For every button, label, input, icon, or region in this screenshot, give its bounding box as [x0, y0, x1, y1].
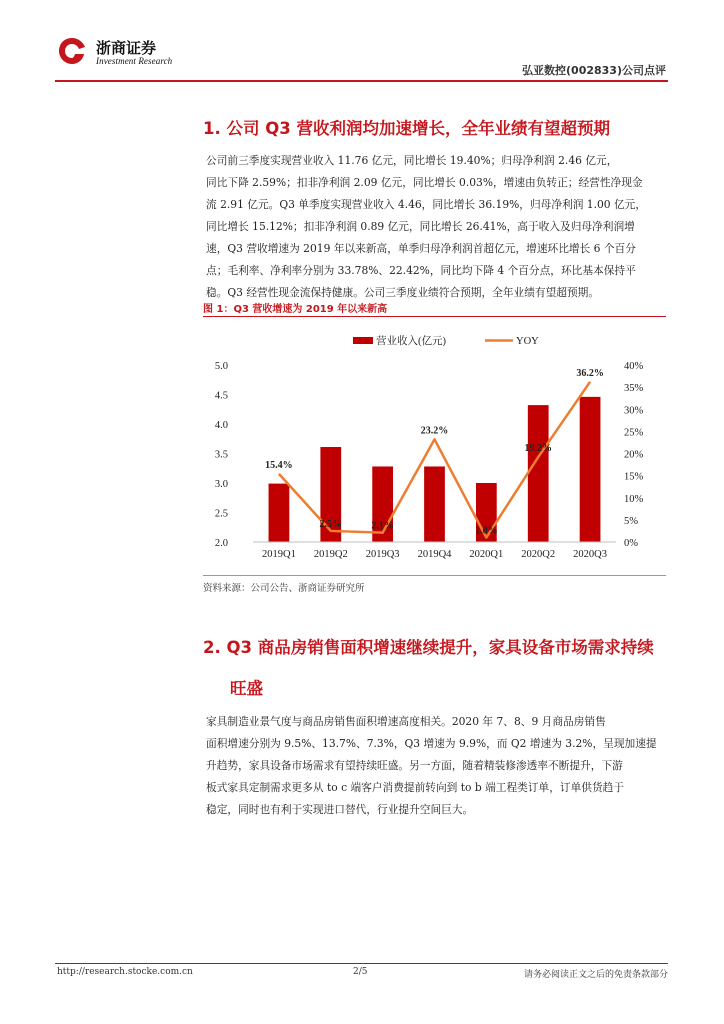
- data-label-yoy: 2.1%: [371, 520, 394, 532]
- brand-tagline: Investment Research: [96, 56, 173, 66]
- figure-bottom-divider: [203, 575, 666, 576]
- header-divider: [55, 80, 668, 82]
- left-tick-label: 4.0: [214, 420, 228, 431]
- data-label-yoy: 23.2%: [420, 425, 449, 437]
- right-tick-label: 5%: [624, 515, 638, 527]
- paragraph-line: 点；毛利率、净利率分别为 33.78%、22.42%，同比均下降 4 个百分点，环比基本保持平: [206, 264, 636, 277]
- right-tick-label: 10%: [624, 493, 644, 505]
- paragraph-line: 公司前三季度实现营业收入 11.76 亿元，同比增长 19.40%；归母净利润 2.46 亿元，: [206, 154, 618, 167]
- x-tick-label: 2020Q1: [469, 549, 504, 560]
- legend-label-yoy: YOY: [516, 336, 539, 347]
- x-tick-label: 2020Q2: [521, 549, 556, 560]
- chart-legend: [353, 334, 539, 347]
- paragraph-line: 板式家具定制需求更多从 to c 端客户消费提前转向到 to b 端工程类订单，订单供货趋于: [206, 781, 625, 794]
- data-label-yoy: 15.4%: [265, 459, 293, 471]
- data-label-yoy: 19.2%: [524, 443, 552, 455]
- page-number: 2/5: [353, 967, 368, 977]
- x-tick-label: 2019Q2: [313, 549, 348, 560]
- section-2-paragraph: [206, 711, 657, 821]
- paragraph-line: 速，Q3 营收增速为 2019 年以来新高，单季归母净利润首超亿元，增速环比增长 6 个百分: [206, 242, 636, 255]
- report-title: 弘亚数控(002833)公司点评: [522, 64, 666, 77]
- logo-icon: [57, 36, 87, 66]
- paragraph-line: 家具制造业景气度与商品房销售面积增速高度相关。2020 年 7、8、9 月商品房销售: [206, 715, 606, 728]
- paragraph-line: 稳。Q3 经营性现金流保持健康。公司三季度业绩符合预期，全年业绩有望超预期。: [206, 286, 600, 299]
- left-tick-label: 2.0: [214, 538, 228, 549]
- footer-divider: [55, 963, 668, 964]
- x-tick-label: 2019Q3: [365, 549, 400, 560]
- legend-label-revenue: 营业收入(亿元): [376, 336, 446, 347]
- paragraph-line: 同比下降 2.59%；扣非净利润 2.09 亿元，同比增长 0.03%，增速由负转正；经营性净现金: [206, 176, 643, 189]
- bar-revenue-2020Q2: [528, 405, 549, 542]
- section-1-paragraph: [206, 150, 646, 304]
- right-tick-label: 20%: [624, 449, 644, 461]
- right-tick-label: 25%: [624, 427, 644, 439]
- data-label-yoy: 1.0%: [475, 525, 498, 537]
- left-tick-label: 2.5: [214, 508, 228, 520]
- data-label-yoy: 2.5%: [319, 518, 343, 530]
- section-1-heading: 1. 公司 Q3 营收利润均加速增长，全年业绩有望超预期: [203, 119, 610, 138]
- bar-revenue-2020Q3: [580, 397, 601, 542]
- figure-caption-divider: [203, 316, 666, 317]
- x-tick-label: 2019Q1: [262, 549, 296, 560]
- left-tick-label: 3.0: [214, 479, 228, 490]
- paragraph-line: 稳定，同时也有利于实现进口替代，行业提升空间巨大。: [206, 803, 474, 816]
- revenue-yoy-chart: [203, 322, 666, 572]
- section-2-heading-continued: 旺盛: [230, 679, 263, 698]
- figure-source: 资料来源：公司公告、浙商证券研究所: [203, 583, 365, 594]
- x-tick-label: 2020Q3: [573, 549, 607, 560]
- right-tick-label: 40%: [624, 361, 644, 372]
- left-tick-label: 4.5: [214, 390, 228, 402]
- right-tick-label: 0%: [624, 538, 638, 549]
- right-tick-label: 35%: [624, 383, 644, 395]
- left-tick-label: 3.5: [214, 449, 228, 461]
- legend-swatch-revenue: [353, 337, 373, 344]
- paragraph-line: 同比增长 15.12%；扣非净利润 0.89 亿元，同比增长 26.41%，高于收入及归母净利润增: [206, 220, 635, 233]
- footer-disclaimer: 请务必阅读正文之后的免责条款部分: [523, 970, 668, 980]
- figure-caption: 图 1：Q3 营收增速为 2019 年以来新高: [203, 304, 388, 315]
- left-tick-label: 5.0: [214, 361, 228, 372]
- brand-name: 浙商证券: [96, 39, 157, 57]
- right-tick-label: 15%: [624, 471, 644, 483]
- paragraph-line: 升趋势，家具设备市场需求有望持续旺盛。另一方面，随着精装修渗透率不断提升，下游: [206, 759, 623, 772]
- paragraph-line: 面积增速分别为 9.5%、13.7%、7.3%，Q3 增速为 9.9%，而 Q2 增速为 3.2%，呈现加速提: [206, 737, 657, 750]
- x-tick-label: 2019Q4: [417, 549, 452, 560]
- bar-revenue-2019Q4: [424, 466, 445, 542]
- section-2-heading: 2. Q3 商品房销售面积增速继续提升，家具设备市场需求持续: [203, 638, 654, 657]
- footer-url: http://research.stocke.com.cn: [57, 967, 193, 977]
- bar-revenue-2019Q1: [269, 484, 290, 542]
- data-label-yoy: 36.2%: [576, 367, 604, 379]
- paragraph-line: 流 2.91 亿元。Q3 单季度实现营业收入 4.46，同比增长 36.19%，归母净利润 1.00 亿元，: [206, 198, 647, 211]
- right-tick-label: 30%: [624, 405, 644, 417]
